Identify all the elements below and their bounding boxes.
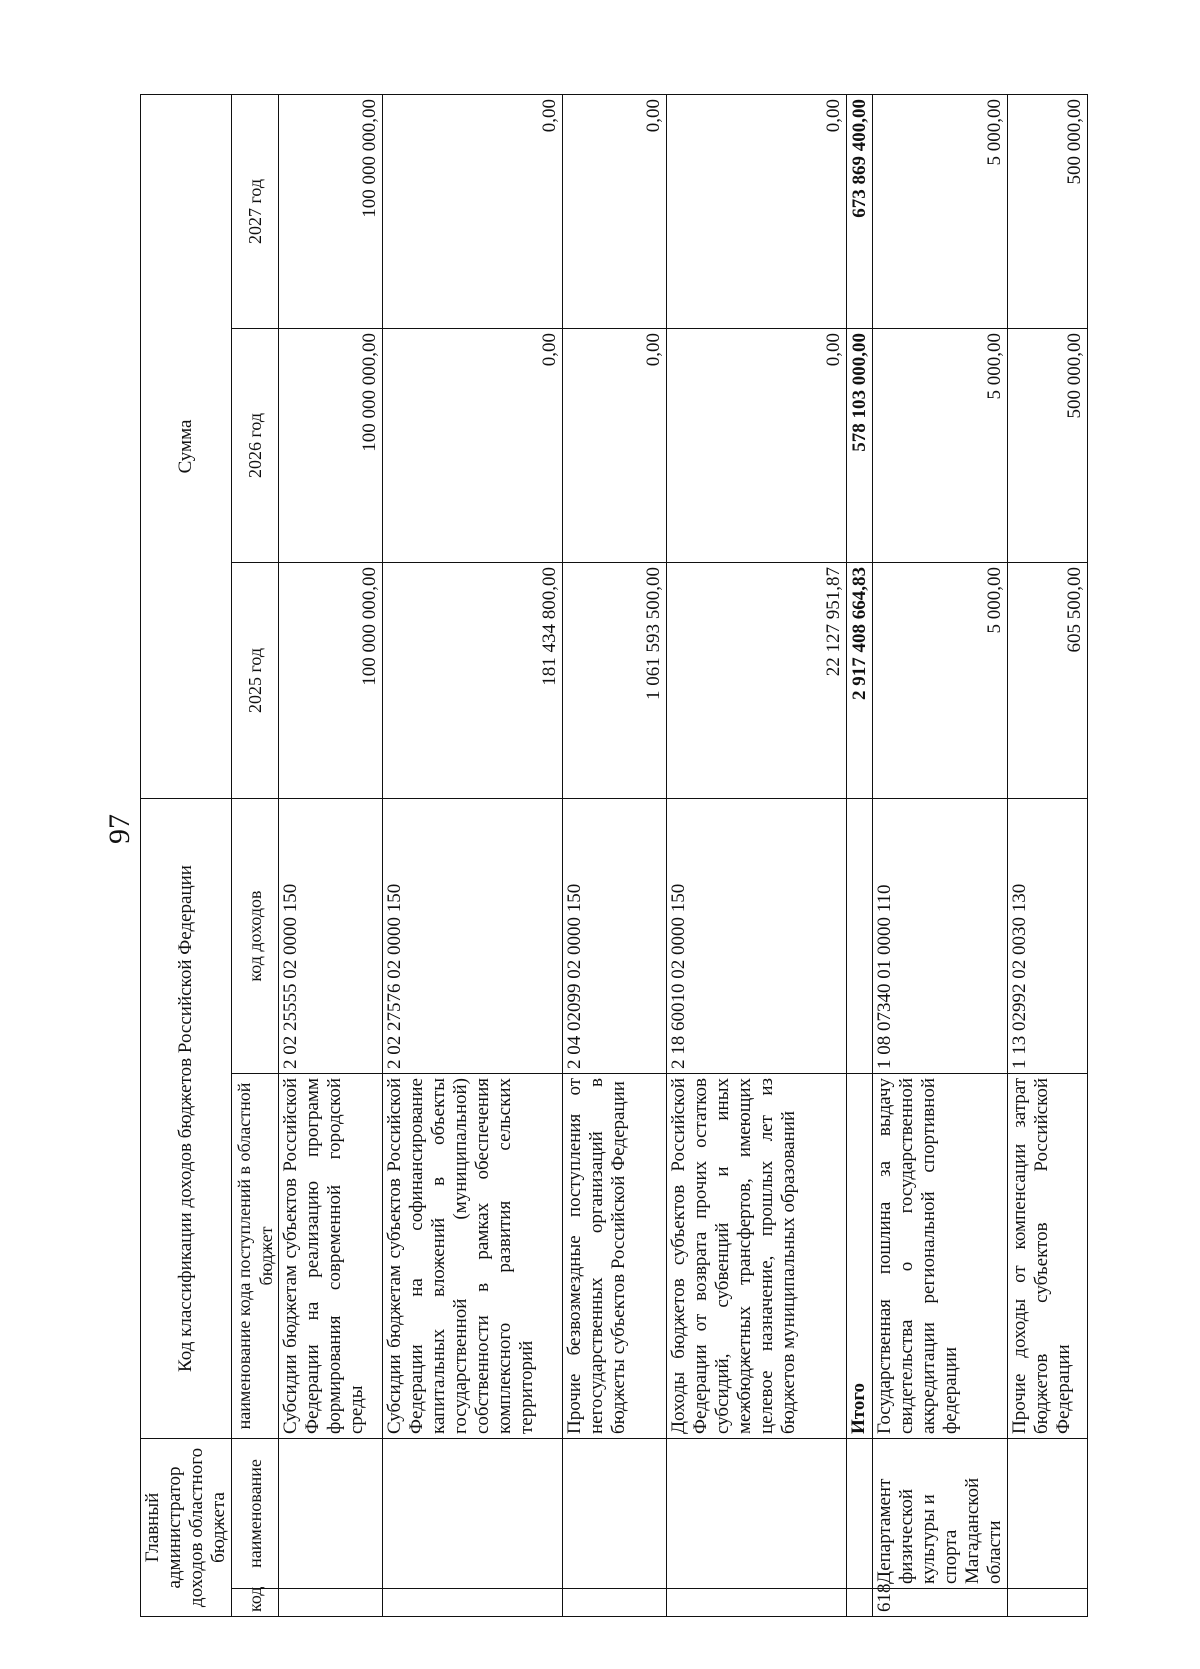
table-row [563, 95, 667, 1617]
amount-2027-cell: 100 000 000,00 [279, 95, 383, 329]
amount-2026-cell: 500 000,00 [1008, 329, 1088, 563]
header-sum-group: Сумма [141, 95, 232, 799]
total-row [847, 95, 873, 1617]
income-classification-table [140, 94, 1088, 1617]
income-code-cell: 2 02 27576 02 0000 150 [383, 799, 563, 1074]
header-income-code: код доходов [232, 799, 279, 1074]
income-code-cell: 2 18 60010 02 0000 150 [667, 799, 847, 1074]
table-row [1008, 95, 1088, 1617]
amount-2026-cell: 0,00 [383, 329, 563, 563]
header-year-2027: 2027 год [232, 95, 279, 329]
rotated-table-wrapper [140, 95, 1085, 1617]
header-income-name: наименование кода поступлений в областной бюджет [232, 1074, 279, 1439]
amount-2025-cell: 22 127 951,87 [667, 563, 847, 799]
income-code-cell: 1 13 02992 02 0030 130 [1008, 799, 1088, 1074]
amount-2025-cell: 181 434 800,00 [383, 563, 563, 799]
total-2025-cell: 2 917 408 664,83 [847, 563, 873, 799]
table-row [383, 95, 563, 1617]
income-name-cell: Прочие безвозмездные поступления от негосударственных организаций в бюджеты субъектов Российской Федерации [563, 1074, 667, 1439]
income-name-cell: Доходы бюджетов субъектов Российской Федерации от возврата прочих остатков субсидий, субвенций и иных межбюджетных трансфертов, имеющих целевое назначение, прошлых лет из бюджетов муниципальных образований [667, 1074, 847, 1439]
income-code-cell: 1 08 07340 01 0000 110 [873, 799, 1008, 1074]
amount-2027-cell: 0,00 [667, 95, 847, 329]
amount-2025-cell: 605 500,00 [1008, 563, 1088, 799]
income-name-cell: Государственная пошлина за выдачу свидетельства о государственной аккредитации региональной спортивной федерации [873, 1074, 1008, 1439]
header-year-2026: 2026 год [232, 329, 279, 563]
table-row [873, 95, 1008, 1617]
income-code-cell: 2 04 02099 02 0000 150 [563, 799, 667, 1074]
total-label: Итого [847, 1074, 873, 1439]
income-code-cell [847, 799, 873, 1074]
admin-code-cell [383, 1589, 563, 1617]
header-admin-name: наименование [232, 1439, 279, 1589]
total-2026-cell: 578 103 000,00 [847, 329, 873, 563]
amount-2026-cell: 5 000,00 [873, 329, 1008, 563]
page-number: 97 [103, 814, 136, 844]
header-year-2025: 2025 год [232, 563, 279, 799]
amount-2025-cell: 1 061 593 500,00 [563, 563, 667, 799]
amount-2027-cell: 0,00 [383, 95, 563, 329]
admin-name-cell [1008, 1439, 1088, 1589]
income-name-cell: Прочие доходы от компенсации затрат бюджетов субъектов Российской Федерации [1008, 1074, 1088, 1439]
amount-2027-cell: 500 000,00 [1008, 95, 1088, 329]
admin-code-cell [1008, 1589, 1088, 1617]
header-admin-group: Главный администратор доходов областного бюджета [141, 1439, 232, 1617]
table-row [279, 95, 383, 1617]
admin-name-cell [279, 1439, 383, 1589]
admin-name-cell [847, 1439, 873, 1589]
admin-code-cell: 618 [873, 1589, 1008, 1617]
admin-name-cell [667, 1439, 847, 1589]
amount-2027-cell: 5 000,00 [873, 95, 1008, 329]
amount-2026-cell: 100 000 000,00 [279, 329, 383, 563]
admin-name-cell [383, 1439, 563, 1589]
amount-2026-cell: 0,00 [667, 329, 847, 563]
amount-2027-cell: 0,00 [563, 95, 667, 329]
income-name-cell: Субсидии бюджетам субъектов Российской Федерации на софинансирование капитальных вложений в объекты государственной (муниципальной) собственности в рамках обеспечения комплексного развития сельских территорий [383, 1074, 563, 1439]
admin-name-cell: Департамент физической культуры и спорта Магаданской области [873, 1439, 1008, 1589]
income-name-cell: Субсидии бюджетам субъектов Российской Федерации на реализацию программ формирования современной городской среды [279, 1074, 383, 1439]
admin-code-cell [279, 1589, 383, 1617]
table-header-row [141, 95, 232, 1617]
table-row [667, 95, 847, 1617]
header-classification-group: Код классификации доходов бюджетов Российской Федерации [141, 799, 232, 1439]
admin-code-cell [847, 1589, 873, 1617]
admin-code-cell [667, 1589, 847, 1617]
amount-2025-cell: 100 000 000,00 [279, 563, 383, 799]
amount-2025-cell: 5 000,00 [873, 563, 1008, 799]
header-admin-code: код [232, 1589, 279, 1617]
total-2027-cell: 673 869 400,00 [847, 95, 873, 329]
amount-2026-cell: 0,00 [563, 329, 667, 563]
table-subheader-row [232, 95, 279, 1617]
income-code-cell: 2 02 25555 02 0000 150 [279, 799, 383, 1074]
admin-name-cell [563, 1439, 667, 1589]
admin-code-cell [563, 1589, 667, 1617]
